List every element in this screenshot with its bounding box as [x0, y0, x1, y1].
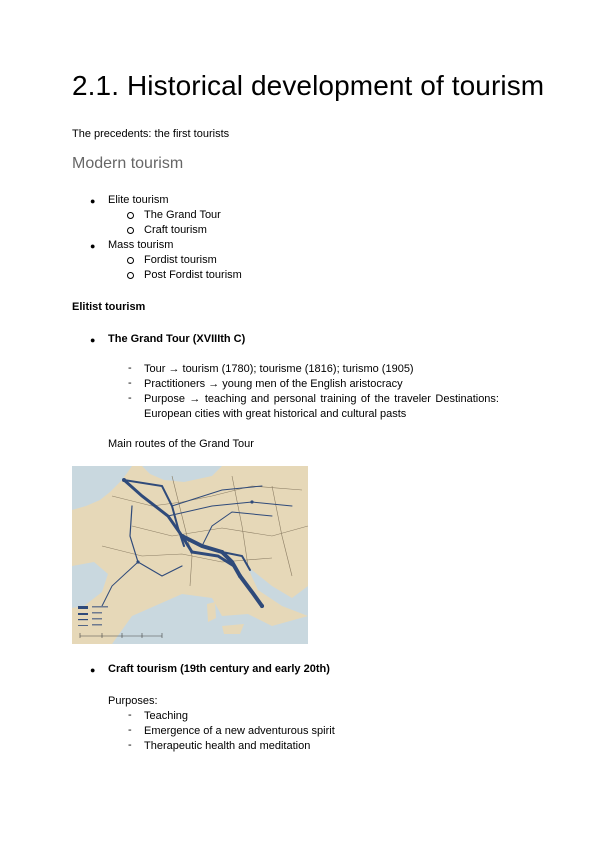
list-item: Fordist tourism [144, 254, 217, 266]
list-item: Mass tourism [108, 239, 174, 251]
list-item: Tour → tourism (1780); tourisme (1816); turismo (1905) [144, 363, 414, 375]
list-item: The Grand Tour [144, 209, 221, 221]
subtitle: The precedents: the first tourists [72, 128, 230, 140]
list-item: Teaching [144, 710, 189, 722]
craft-title: Craft tourism (19th century and early 20th) [108, 663, 330, 675]
map-caption: Main routes of the Grand Tour [108, 438, 254, 450]
circle-bullet-icon [127, 272, 134, 279]
circle-bullet-icon [127, 257, 134, 264]
circle-bullet-icon [127, 212, 134, 219]
list-item: Purpose → teaching and personal training of the traveler Destinations: European cities with great historical and cultural pasts [144, 393, 499, 420]
dash-icon: - [128, 377, 132, 389]
circle-bullet-icon [127, 227, 134, 234]
list-item: Craft tourism [144, 224, 207, 236]
list-item: Elite tourism [108, 194, 169, 206]
list-item: Emergence of a new adventurous spirit [144, 725, 335, 737]
list-item: Post Fordist tourism [144, 269, 242, 281]
dash-icon: - [128, 362, 132, 374]
list-item: Practitioners → young men of the English aristocracy [144, 378, 403, 390]
bullet-icon: ● [90, 241, 96, 251]
bullet-icon: ● [90, 196, 96, 206]
grand-tour-title: The Grand Tour (XVIIIth C) [108, 333, 246, 345]
dash-icon: - [128, 739, 132, 751]
page-title: 2.1. Historical development of tourism [72, 70, 545, 101]
map-illustration [72, 466, 308, 644]
bullet-icon: ● [90, 335, 96, 345]
elitist-heading: Elitist tourism [72, 301, 146, 313]
list-item: Therapeutic health and meditation [144, 740, 311, 752]
bullet-icon: ● [90, 665, 96, 675]
section-heading: Modern tourism [72, 155, 184, 172]
purposes-label: Purposes: [108, 695, 158, 707]
grand-tour-map [72, 466, 308, 644]
dash-icon: - [128, 709, 132, 721]
dash-icon: - [128, 392, 132, 404]
dash-icon: - [128, 724, 132, 736]
